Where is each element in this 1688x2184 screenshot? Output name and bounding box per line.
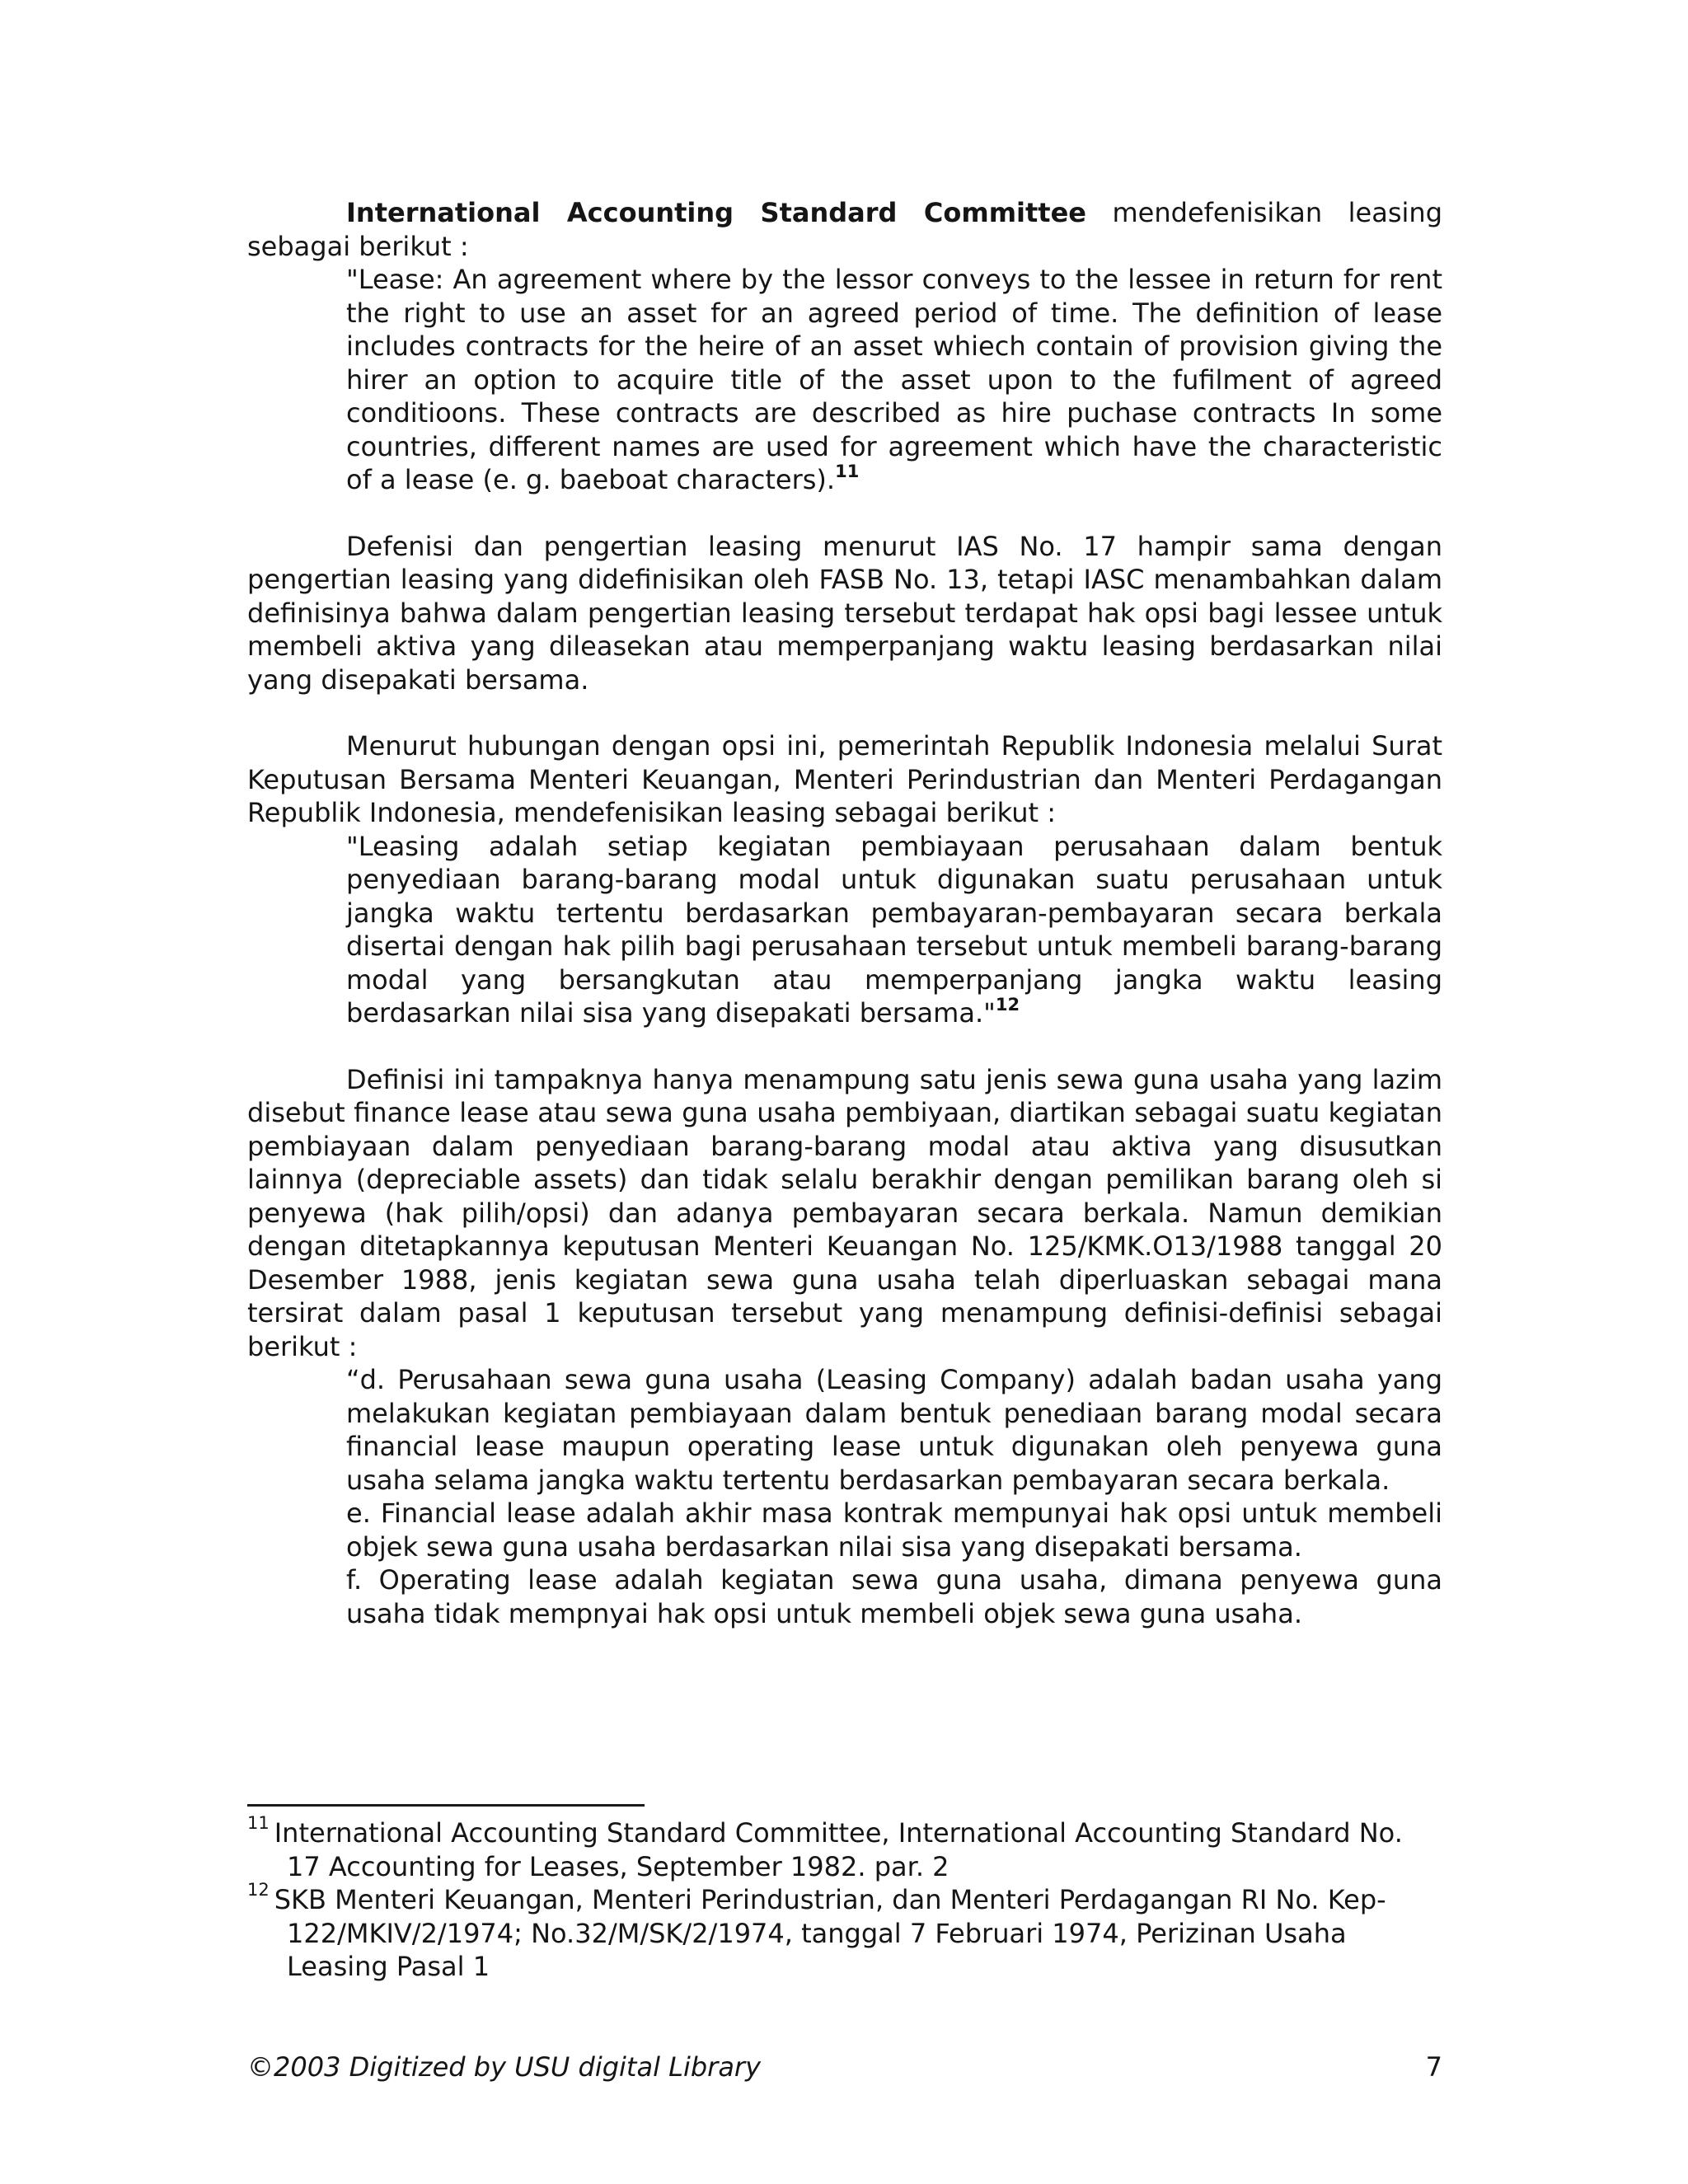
footnote-11 [247, 1813, 1442, 1883]
footnote-12 [247, 1880, 1442, 1984]
ias-committee-name: International Accounting Standard Committee [346, 197, 1087, 228]
paragraph-ias-intro-rest: mendefenisikan leasing sebagai berikut : [247, 197, 1443, 262]
footnote-text: International Accounting Standard Committee, International Accounting Standard No. 17 Accounting for Leases, September 1982. par. 2 [274, 1817, 1403, 1882]
quote-lease-text: "Lease: An agreement where by the lessor conveys to the lessee in return for rent the right to use an asset for an agreed period of time. The definition of lease includes contracts for the heire of an asset whiech contain of provision giving the hirer an option to acquire title of the asset upon to the fufilment of agreed conditioons. These contracts are described as hire puchase contracts In some countries, different names are used for agreement which have the characteristic of a lease (e. g. baeboat characters). [346, 264, 1442, 495]
paragraph-skb: Menurut hubungan dengan opsi ini, pemerintah Republik Indonesia melalui Surat Keputusan Bersama Menteri Keuangan, Menteri Perindustrian dan Menteri Perdagangan Republik Indonesia, mendefenisikan leasing sebagai berikut : [247, 730, 1442, 828]
paragraph-ias-17: Defenisi dan pengertian leasing menurut IAS No. 17 hampir sama dengan pengertian leasing yang didefinisikan oleh FASB No. 13, tetapi IASC menambahkan dalam definisinya bahwa dalam pengertian leasing tersebut terdapat hak opsi bagi lessee untuk membeli aktiva yang dileasekan atau memperpanjang waktu leasing berdasarkan nilai yang disepakati bersama. [247, 530, 1442, 696]
quote-item-e: e. Financial lease adalah akhir masa kontrak mempunyai hak opsi untuk membeli objek sewa guna usaha berdasarkan nilai sisa yang disepakati bersama. [346, 1497, 1442, 1563]
page-number: 7 [1425, 2051, 1442, 2083]
paragraph-gap [247, 497, 1442, 530]
quote-leasing-text: "Leasing adalah setiap kegiatan pembiayaan perusahaan dalam bentuk penyediaan barang-barang modal untuk digunakan suatu perusahaan untuk jangka waktu tertentu berdasarkan pembayaran-pembayaran secara berkala disertai dengan hak pilih bagi perusahaan tersebut untuk membeli barang-barang modal yang bersangkutan atau memperpanjang jangka waktu leasing berdasarkan nilai sisa yang disepakati bersama." [346, 830, 1442, 1029]
page-body [247, 196, 1442, 1630]
footer-credit: ©2003 Digitized by USU digital Library [247, 2051, 762, 2083]
footnote-number: 11 [247, 1813, 270, 1834]
footnote-ref-11[interactable]: 11 [835, 462, 860, 482]
paragraph-finance-lease: Definisi ini tampaknya hanya menampung satu jenis sewa guna usaha yang lazim disebut finance lease atau sewa guna usaha pembiyaan, diartikan sebagai suatu kegiatan pembiayaan dalam penyediaan barang-barang modal atau aktiva yang disusutkan lainnya (depreciable assets) dan tidak selalu berakhir dengan pemilikan barang oleh si penyewa (hak pilih/opsi) dan adanya pembayaran secara berkala. Namun demikian dengan ditetapkannya keputusan Menteri Keuangan No. 125/KMK.O13/1988 tanggal 20 Desember 1988, jenis kegiatan sewa guna usaha telah diperluaskan sebagai mana tersirat dalam pasal 1 keputusan tersebut yang menampung definisi-definisi sebagai berikut : [247, 1063, 1442, 1362]
quote-leasing-definition [346, 830, 1442, 1030]
quote-item-f: f. Operating lease adalah kegiatan sewa guna usaha, dimana penyewa guna usaha tidak mempnyai hak opsi untuk membeli objek sewa guna usaha. [346, 1564, 1442, 1629]
paragraph-gap [247, 1030, 1442, 1063]
quote-lease-definition [346, 263, 1442, 497]
footnote-number: 12 [247, 1880, 270, 1900]
footnote-divider [247, 1804, 645, 1807]
footnote-ref-12[interactable]: 12 [995, 995, 1020, 1015]
quote-item-d: “d. Perusahaan sewa guna usaha (Leasing Company) adalah badan usaha yang melakukan kegiatan pembiayaan dalam bentuk penediaan barang modal secara financial lease maupun operating lease untuk digunakan oleh penyewa guna usaha selama jangka waktu tertentu berdasarkan pembayaran secara berkala. [346, 1364, 1442, 1496]
footnotes [247, 1813, 1442, 1984]
footnote-text: SKB Menteri Keuangan, Menteri Perindustrian, dan Menteri Perdagangan RI No. Kep-122/MKIV/2/1974; No.32/M/SK/2/1974, tanggal 7 Februari 1974, Perizinan Usaha Leasing Pasal 1 [274, 1884, 1386, 1982]
paragraph-ias-intro [247, 196, 1442, 263]
paragraph-gap [247, 696, 1442, 729]
